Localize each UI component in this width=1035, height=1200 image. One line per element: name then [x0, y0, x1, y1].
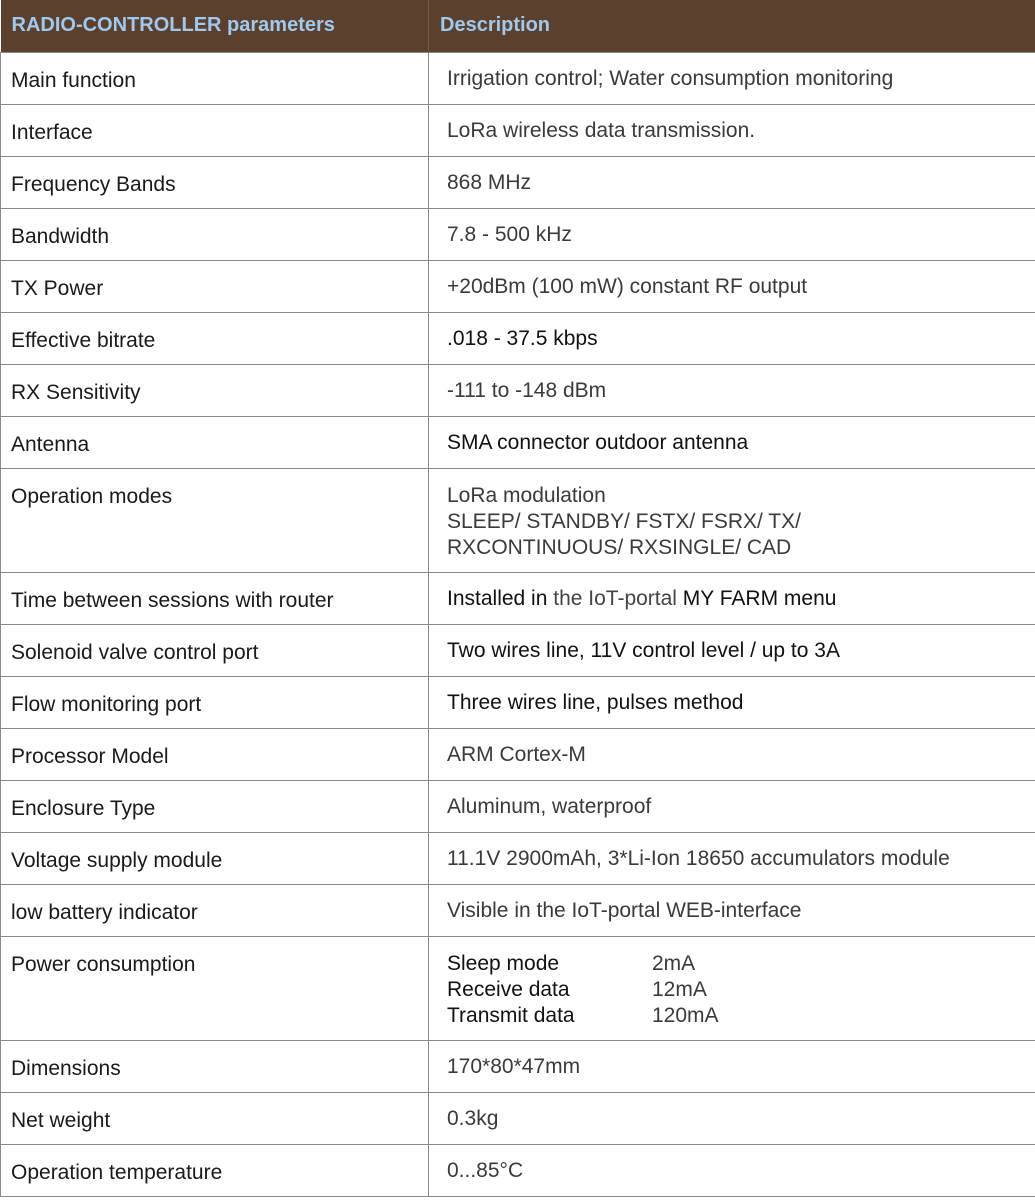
desc-cell: .018 - 37.5 kbps [429, 312, 1035, 364]
table-row [1, 52, 1035, 104]
desc-cell: 868 MHz [429, 156, 1035, 208]
desc-line: RXCONTINUOUS/ RXSINGLE/ CAD [447, 535, 792, 559]
param-cell: Flow monitoring port [1, 676, 429, 728]
desc-cell [429, 468, 1035, 572]
param-cell: Solenoid valve control port [1, 624, 429, 676]
power-mode-row [447, 1003, 1025, 1029]
param-cell: Frequency Bands [1, 156, 429, 208]
desc-cell: 11.1V 2900mAh, 3*Li-Ion 18650 accumulators module [429, 832, 1035, 884]
desc-cell: ARM Cortex-M [429, 728, 1035, 780]
param-cell: Effective bitrate [1, 312, 429, 364]
param-cell: Time between sessions with router [1, 572, 429, 624]
desc-cell: Visible in the IoT-portal WEB-interface [429, 884, 1035, 936]
table-row [1, 156, 1035, 208]
param-cell: Operation modes [1, 468, 429, 572]
table-row [1, 312, 1035, 364]
table-row [1, 364, 1035, 416]
table-row [1, 832, 1035, 884]
power-mode-row [447, 977, 1025, 1003]
power-mode-row [447, 951, 1025, 977]
desc-part: Installed in [447, 586, 554, 610]
param-cell: Main function [1, 52, 429, 104]
param-cell: TX Power [1, 260, 429, 312]
param-cell: Operation temperature [1, 1144, 429, 1196]
table-row [1, 208, 1035, 260]
desc-cell: -111 to -148 dBm [429, 364, 1035, 416]
desc-cell: 7.8 - 500 kHz [429, 208, 1035, 260]
desc-cell: 0...85°C [429, 1144, 1035, 1196]
table-row [1, 104, 1035, 156]
table-row [1, 728, 1035, 780]
param-cell: Interface [1, 104, 429, 156]
desc-line: SLEEP/ STANDBY/ FSTX/ FSRX/ TX/ [447, 509, 801, 533]
table-row [1, 780, 1035, 832]
table-row [1, 260, 1035, 312]
power-mode-value: 2mA [652, 951, 696, 975]
desc-cell: 170*80*47mm [429, 1040, 1035, 1092]
table-row [1, 1092, 1035, 1144]
desc-cell: +20dBm (100 mW) constant RF output [429, 260, 1035, 312]
power-mode-label: Sleep mode [447, 951, 560, 975]
param-cell: Net weight [1, 1092, 429, 1144]
desc-cell: Three wires line, pulses method [429, 676, 1035, 728]
table-row [1, 416, 1035, 468]
param-cell: Voltage supply module [1, 832, 429, 884]
param-cell: RX Sensitivity [1, 364, 429, 416]
desc-part: MY FARM menu [676, 586, 837, 610]
param-cell: Processor Model [1, 728, 429, 780]
desc-line: LoRa modulation [447, 483, 606, 507]
table-row [1, 468, 1035, 572]
power-mode-value: 120mA [652, 1003, 719, 1027]
param-cell: Enclosure Type [1, 780, 429, 832]
desc-cell: Irrigation control; Water consumption monitoring [429, 52, 1035, 104]
table-row [1, 884, 1035, 936]
param-column-header: RADIO-CONTROLLER parameters [1, 0, 429, 52]
power-mode-label: Transmit data [447, 1003, 575, 1027]
param-cell: Bandwidth [1, 208, 429, 260]
desc-cell [429, 572, 1035, 624]
table-row [1, 624, 1035, 676]
table-row [1, 572, 1035, 624]
desc-cell: SMA connector outdoor antenna [429, 416, 1035, 468]
description-column-header: Description [429, 0, 1035, 52]
desc-cell [429, 936, 1035, 1040]
desc-cell: Two wires line, 11V control level / up to 3A [429, 624, 1035, 676]
power-mode-value: 12mA [652, 977, 707, 1001]
table-row [1, 1144, 1035, 1196]
desc-cell: 0.3kg [429, 1092, 1035, 1144]
param-cell: Power consumption [1, 936, 429, 1040]
desc-cell: Aluminum, waterproof [429, 780, 1035, 832]
table-row [1, 1040, 1035, 1092]
desc-cell: LoRa wireless data transmission. [429, 104, 1035, 156]
desc-part: the IoT-portal [553, 586, 677, 610]
param-cell: low battery indicator [1, 884, 429, 936]
param-cell: Antenna [1, 416, 429, 468]
table-row [1, 676, 1035, 728]
param-cell: Dimensions [1, 1040, 429, 1092]
table-row [1, 936, 1035, 1040]
power-mode-label: Receive data [447, 977, 570, 1001]
header-row [1, 0, 1035, 52]
